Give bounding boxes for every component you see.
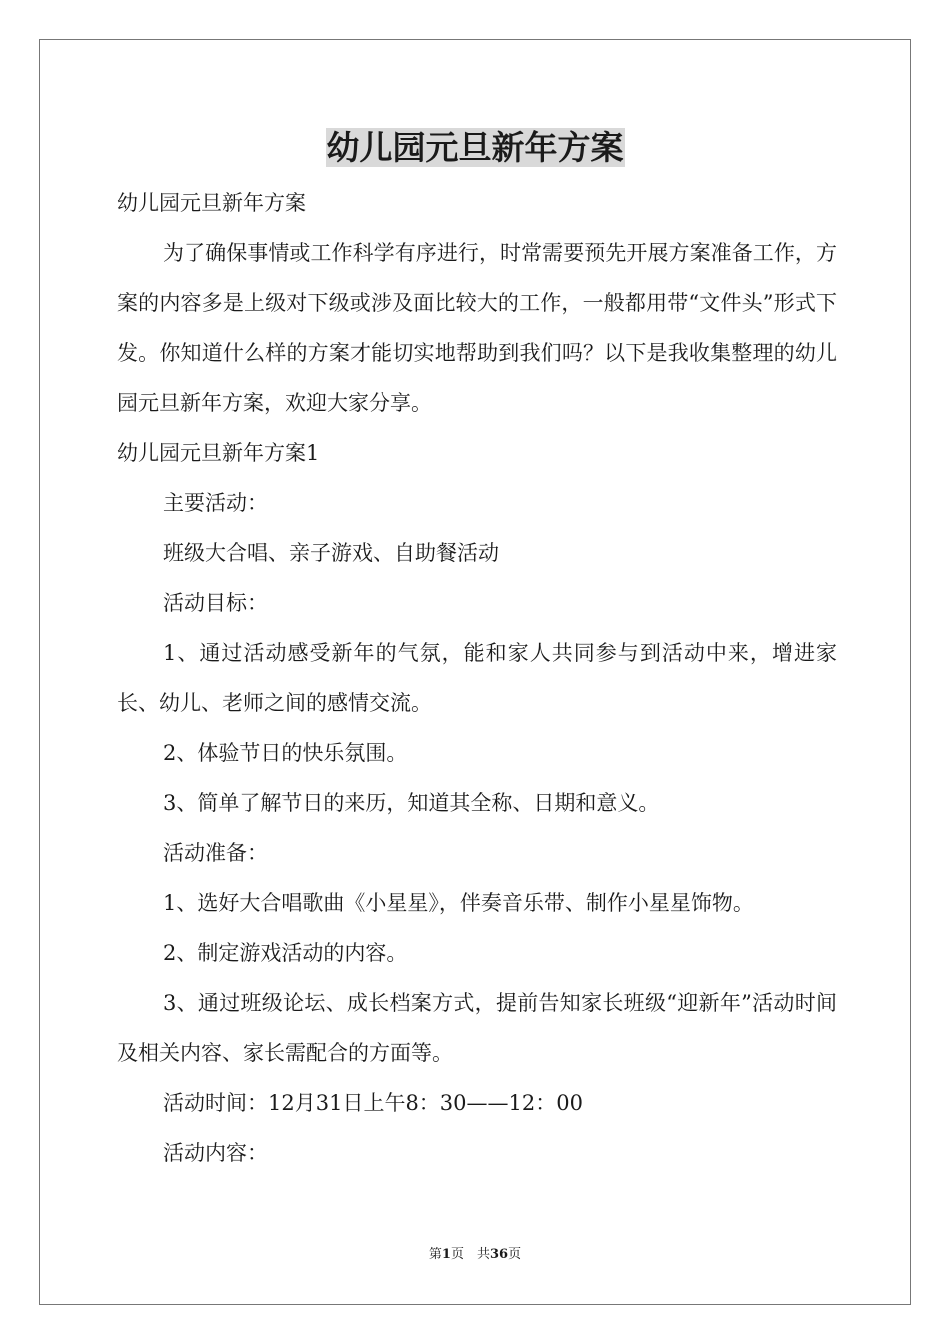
- paragraph-main-activities-label: 主要活动：: [163, 491, 268, 515]
- paragraph-goals-label: 活动目标：: [163, 591, 268, 615]
- paragraph-prep-1: 1、选好大合唱歌曲《小星星》，伴奏音乐带、制作小星星饰物。: [163, 891, 754, 915]
- document-subtitle: 幼儿园元旦新年方案: [117, 191, 306, 215]
- section-heading: 幼儿园元旦新年方案1: [117, 441, 320, 465]
- paragraph-content-label: 活动内容：: [163, 1141, 268, 1165]
- paragraph-goal-3: 3、简单了解节日的来历，知道其全称、日期和意义。: [163, 791, 660, 815]
- footer-prefix: 第: [428, 1247, 442, 1262]
- paragraph-main-activities: 班级大合唱、亲子游戏、自助餐活动: [163, 541, 499, 565]
- document-body: [117, 178, 837, 1178]
- paragraph-goal-1: 1、通过活动感受新年的气氛，能和家人共同参与到活动中来，增进家长、幼儿、老师之间的感情交流。: [117, 641, 837, 715]
- paragraph-goal-2: 2、体验节日的快乐氛围。: [163, 741, 408, 765]
- paragraph-time: 活动时间：12月31日上午8：30——12：00: [163, 1091, 583, 1115]
- footer-total-suffix: 页: [508, 1247, 522, 1262]
- paragraph-prep-2: 2、制定游戏活动的内容。: [163, 941, 408, 965]
- paragraph-prep-label: 活动准备：: [163, 841, 268, 865]
- intro-paragraph: 为了确保事情或工作科学有序进行，时常需要预先开展方案准备工作，方案的内容多是上级对下级或涉及面比较大的工作，一般都用带“文件头”形式下发。你知道什么样的方案才能切实地帮助到我们吗？以下是我收集整理的幼儿园元旦新年方案，欢迎大家分享。: [117, 241, 837, 415]
- document-title-text: 幼儿园元旦新年方案: [326, 128, 624, 167]
- footer-total-pages: 36: [489, 1247, 509, 1262]
- paragraph-prep-3: 3、通过班级论坛、成长档案方式，提前告知家长班级“迎新年”活动时间及相关内容、家长需配合的方面等。: [117, 991, 837, 1065]
- page-footer: [0, 1246, 950, 1264]
- document-title: [0, 126, 950, 170]
- footer-page-suffix: 页 共: [450, 1247, 490, 1262]
- footer-page-number: 1: [441, 1247, 451, 1262]
